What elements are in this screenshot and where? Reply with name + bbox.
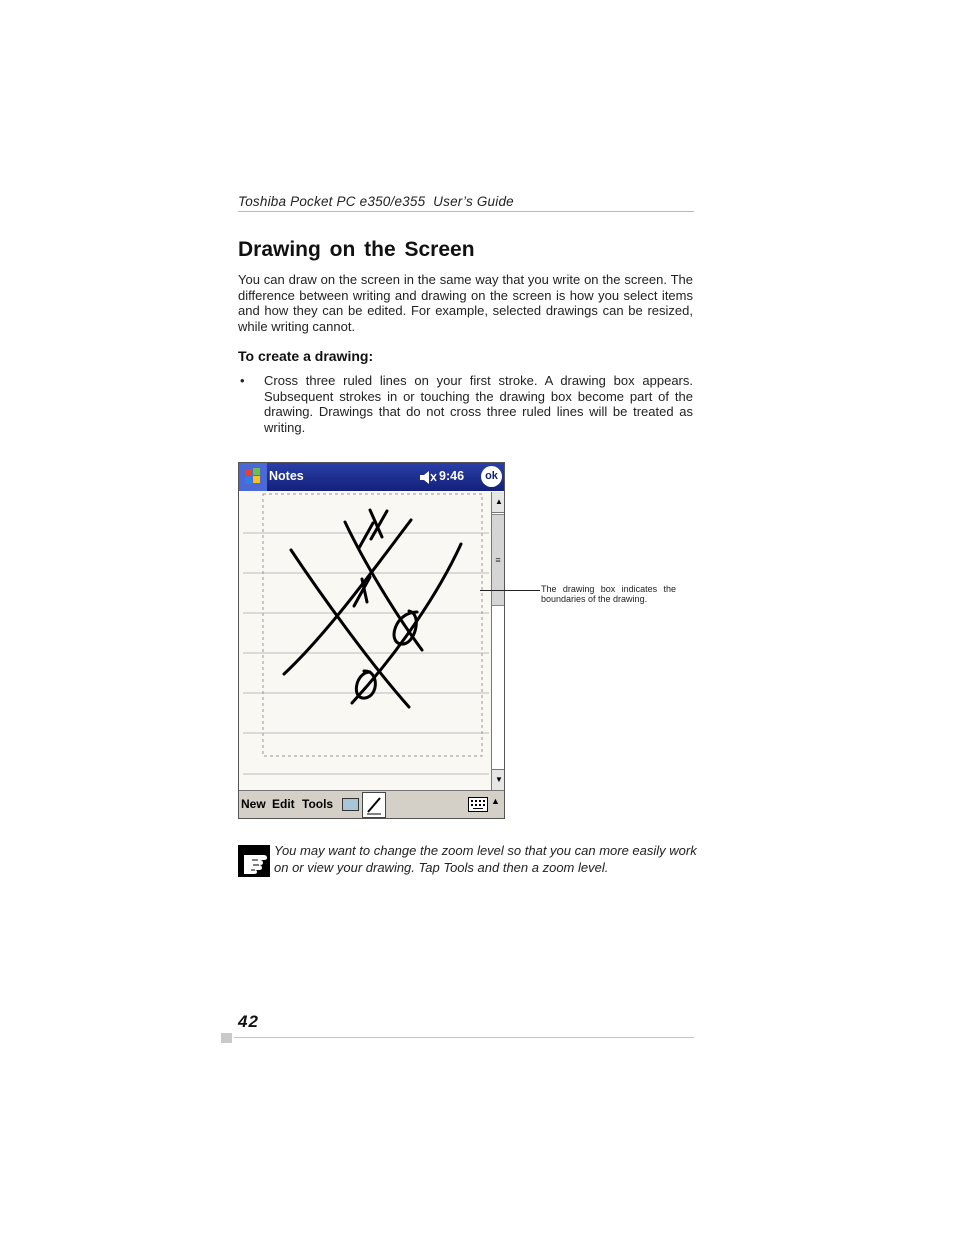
notes-canvas[interactable] xyxy=(239,492,491,790)
tip-note: You may want to change the zoom level so that you can more easily work on or view your drawing. Tap Tools and then a zoom level. xyxy=(274,843,697,875)
scroll-down-arrow-icon[interactable]: ▼ xyxy=(492,769,505,790)
scroll-up-arrow-icon[interactable]: ▲ xyxy=(492,492,505,513)
menu-bar xyxy=(239,790,504,819)
running-head: Toshiba Pocket PC e350/e355 User’s Guide xyxy=(238,194,514,209)
windows-flag-icon xyxy=(239,463,267,491)
intro-paragraph: You can draw on the screen in the same way that you write on the screen. The difference between writing and drawing on the screen is how you select items and how they can be edited. For example, selected drawings can be resized, while writing cannot. xyxy=(238,272,693,334)
bullet-text: Cross three ruled lines on your first stroke. A drawing box appears. Subsequent strokes in or touching the drawing box become part of the drawing. Drawings that do not cross three ruled lines will be treated as writing. xyxy=(264,373,693,435)
pointing-hand-icon xyxy=(238,845,270,877)
pen-icon xyxy=(363,793,385,817)
scroll-thumb[interactable]: ≡ xyxy=(492,514,505,606)
drawing-strokes xyxy=(284,510,461,707)
pocket-pc-screenshot xyxy=(238,462,505,819)
callout-leader-line xyxy=(480,590,540,591)
keyboard-icon[interactable] xyxy=(468,797,488,812)
clock[interactable]: 9:46 xyxy=(439,469,465,483)
bullet-marker: • xyxy=(240,373,245,388)
pen-button[interactable] xyxy=(362,792,386,818)
app-title: Notes xyxy=(269,469,304,483)
footer-square xyxy=(221,1033,232,1043)
header-rule xyxy=(238,211,694,212)
start-button[interactable] xyxy=(239,463,267,491)
footer-rule xyxy=(234,1037,694,1038)
menu-edit[interactable]: Edit xyxy=(272,797,295,811)
ok-button[interactable]: ok xyxy=(481,466,502,487)
navigation-bar xyxy=(239,463,504,491)
recording-icon[interactable] xyxy=(342,798,359,811)
menu-new[interactable]: New xyxy=(241,797,266,811)
input-panel-arrow-icon[interactable]: ▲ xyxy=(491,796,500,806)
speaker-icon[interactable] xyxy=(419,470,437,485)
keyboard-keys xyxy=(469,798,487,811)
vertical-scrollbar[interactable] xyxy=(491,492,505,790)
menu-tools[interactable]: Tools xyxy=(302,797,334,811)
page-number: 42 xyxy=(238,1012,259,1031)
section-title: Drawing on the Screen xyxy=(238,238,475,261)
callout-text: The drawing box indicates the boundaries of the drawing. xyxy=(541,584,676,604)
subheading: To create a drawing: xyxy=(238,348,374,364)
